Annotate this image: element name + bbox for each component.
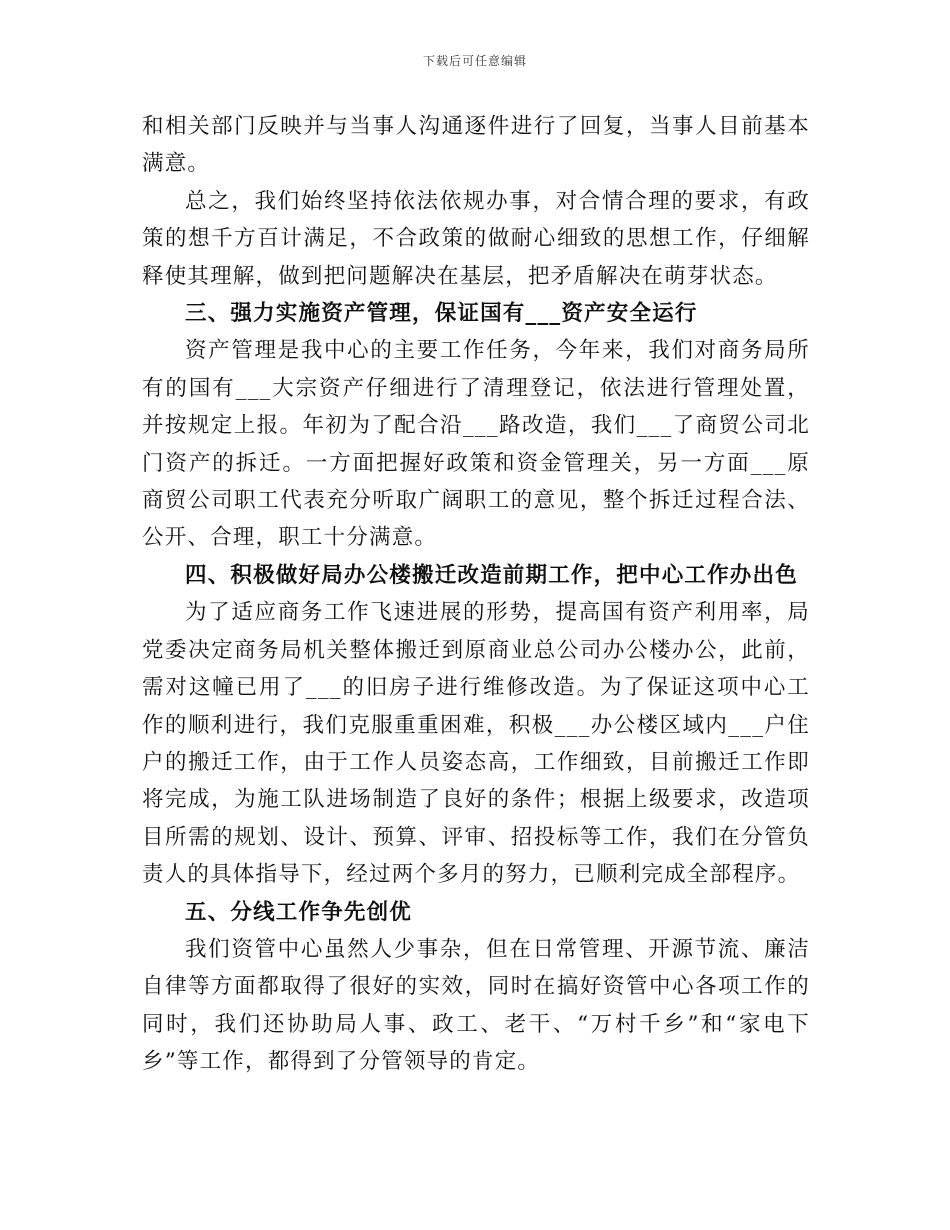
paragraph-office-relocation: 为了适应商务工作飞速进展的形势，提高国有资产利用率，局党委决定商务局机关整体搬迁到原商业总公司办公楼办公，此前，需对这幢已用了___的旧房子进行维修改造。为了保证这项中心工作的顺利进行，我们克服重重困难，积极___办公楼区域内___户住户的搬迁工作，由于工作人员姿态高，工作细致，目前搬迁工作即将完成，为施工队进场制造了良好的条件；根据上级要求，改造项目所需的规划、设计、预算、评审、招投标等工作，我们在分管负责人的具体指导下，经过两个多月的努力，已顺利完成全部程序。 [142, 600, 810, 888]
paragraph-continuation: 和相关部门反映并与当事人沟通逐件进行了回复，当事人目前基本满意。 [142, 114, 810, 177]
section-heading-5: 五、分线工作争先创优 [185, 899, 413, 925]
section-heading-3: 三、强力实施资产管理，保证国有___资产安全运行 [185, 301, 698, 327]
document-body [142, 108, 810, 1081]
paragraph-asset-management: 资产管理是我中心的主要工作任务，今年来，我们对商务局所有的国有___大宗资产仔细进行了清理登记，依法进行管理处置，并按规定上报。年初为了配合沿___路改造，我们___了商贸公司北门资产的拆迁。一方面把握好政策和资金管理关，另一方面___原商贸公司职工代表充分听取广阔职工的意见，整个拆迁过程合法、公开、合理，职工十分满意。 [142, 338, 810, 551]
section-heading-4: 四、积极做好局办公楼搬迁改造前期工作，把中心工作办出色 [185, 562, 798, 588]
paragraph-summary: 总之，我们始终坚持依法依规办事，对合情合理的要求，有政策的想千方百计满足，不合政策的做耐心细致的思想工作，仔细解释使其理解，做到把问题解决在基层，把矛盾解决在萌芽状态。 [142, 188, 810, 289]
page-header-note: 下载后可任意编辑 [422, 54, 527, 68]
paragraph-excellence: 我们资管中心虽然人少事杂，但在日常管理、开源节流、廉洁自律等方面都取得了很好的实效，同时在搞好资管中心各项工作的同时，我们还协助局人事、政工、老干、“万村千乡”和“家电下乡”等工作，都得到了分管领导的肯定。 [142, 936, 810, 1075]
